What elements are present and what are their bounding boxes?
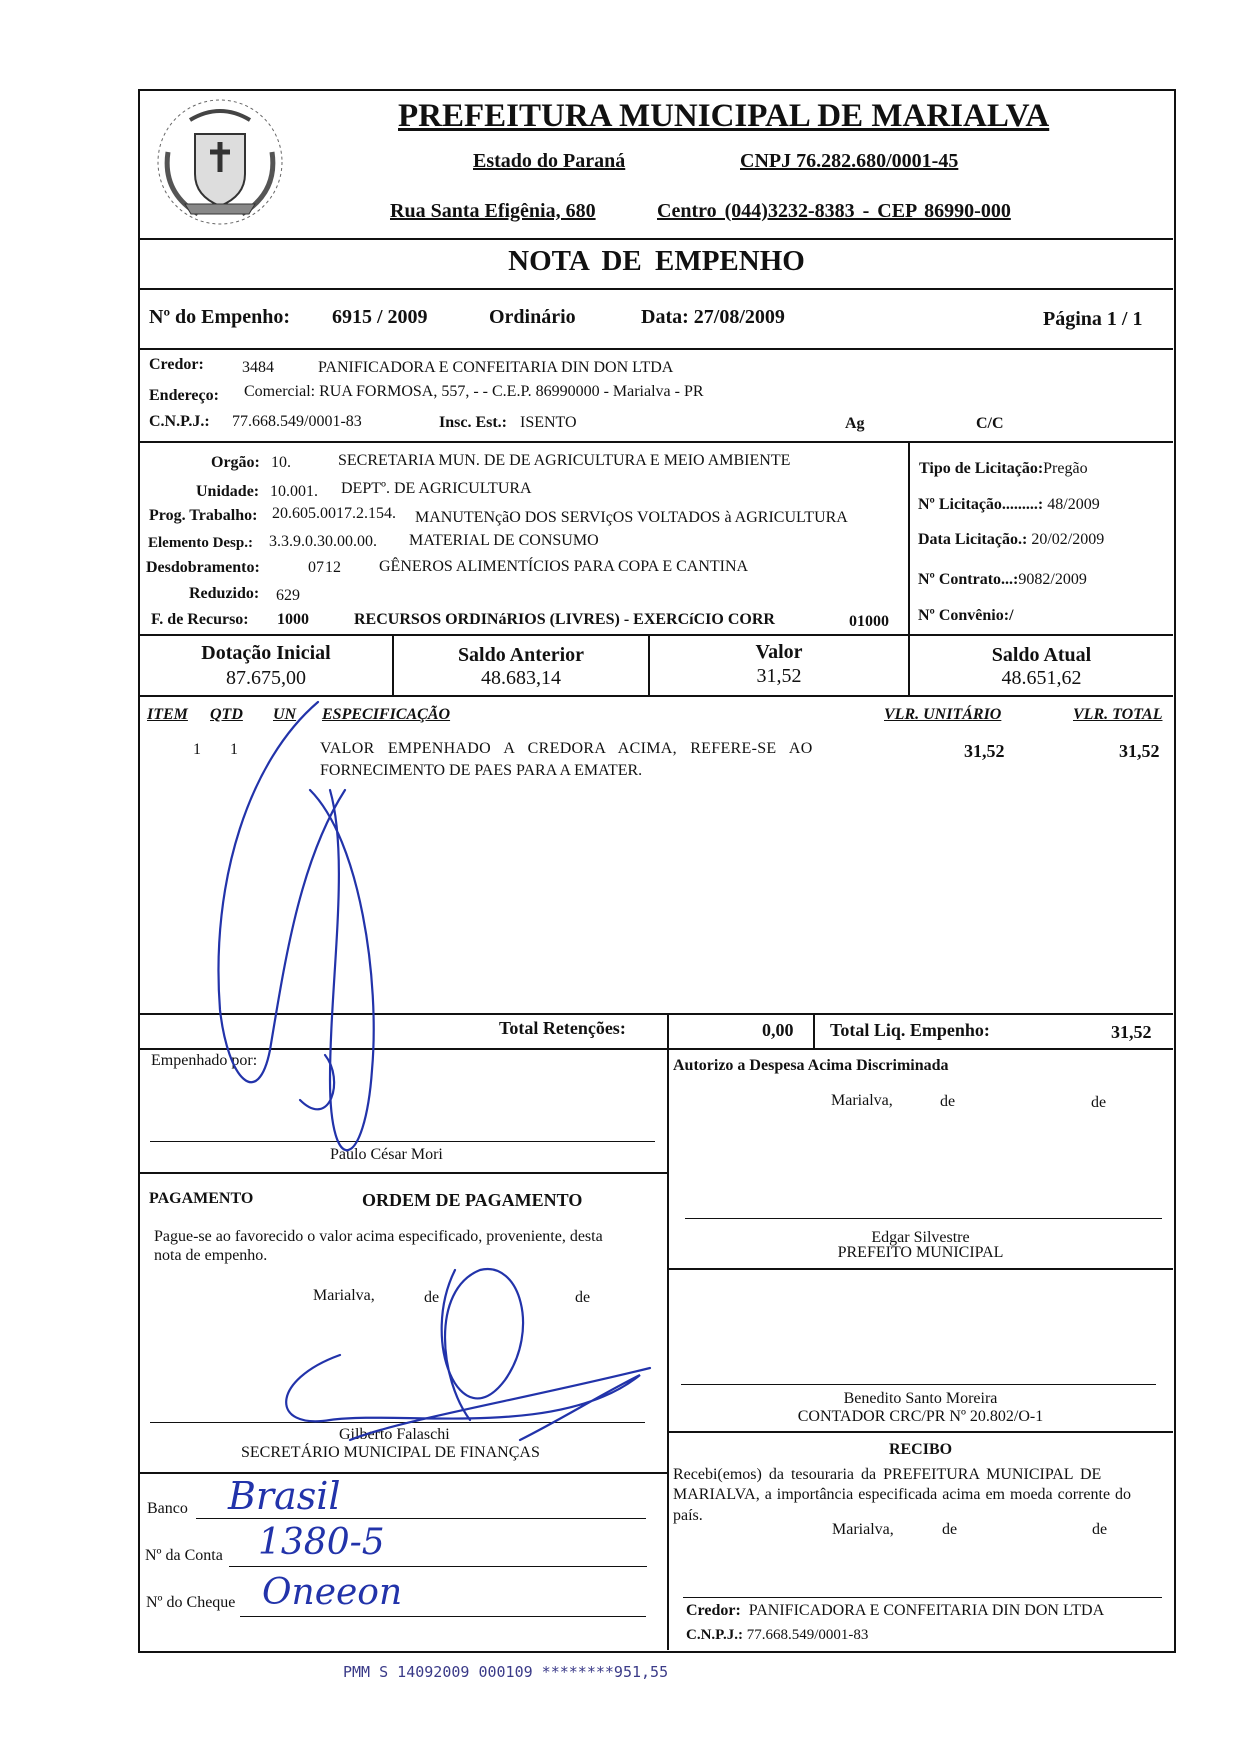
handwritten-conta: 1380-5 (258, 1522, 385, 1563)
recibo-text-line3: país. (673, 1507, 703, 1524)
empenho-type: Ordinário (489, 306, 576, 328)
unidade-code: 10.001. (270, 483, 318, 500)
item-number: 1 (193, 741, 201, 758)
secretario-role: SECRETÁRIO MUNICIPAL DE FINANÇAS (241, 1444, 540, 1461)
empenhado-por-name: Paulo César Mori (330, 1146, 443, 1163)
recibo-cnpj: C.N.P.J.: 77.668.549/0001-83 (686, 1627, 869, 1643)
banco-label: Banco (147, 1500, 188, 1517)
insc-value: ISENTO (520, 414, 577, 431)
insc-label: Insc. Est.: (439, 414, 508, 431)
saldo-anterior-label: Saldo Anterior (457, 644, 585, 666)
valor-label: Valor (755, 641, 803, 663)
credor-label: Credor: (149, 356, 204, 373)
pagamento-de-1: de (424, 1289, 440, 1306)
pagamento-text-line2: nota de empenho. (154, 1247, 268, 1264)
recurso-number: 01000 (849, 613, 889, 630)
desdobramento-a: 07 (308, 559, 324, 576)
item-unit-value: 31,52 (964, 741, 1005, 761)
municipality-cnpj: CNPJ 76.282.680/0001-45 (740, 150, 959, 172)
coat-of-arms-icon (150, 92, 290, 232)
total-retencoes-label: Total Retenções: (499, 1018, 626, 1038)
ordem-pagamento-label: ORDEM DE PAGAMENTO (362, 1190, 583, 1210)
document-title: NOTA DE EMPENHO (508, 245, 805, 277)
credor-address: Comercial: RUA FORMOSA, 557, - - C.E.P. 86990000 - Marialva - PR (244, 383, 704, 400)
tipo-licitacao-label: Tipo de Licitação:Pregão (919, 460, 1088, 477)
elemento-code: 3.3.9.0.30.00.00. (269, 533, 377, 550)
recurso-name: RECURSOS ORDINáRIOS (LIVRES) - EXERCíCIO CORR (354, 611, 775, 628)
valor-unitario-column-header: VLR. UNITÁRIO (884, 706, 1002, 723)
reduzido-label: Reduzido: (189, 585, 260, 602)
recibo-label: RECIBO (888, 1441, 953, 1458)
handwritten-banco: Brasil (228, 1474, 341, 1518)
dotacao-inicial-label: Dotação Inicial (201, 642, 331, 664)
qtd-column-header: QTD (210, 706, 243, 723)
item-column-header: ITEM (147, 706, 188, 723)
recibo-marialva: Marialva, (832, 1521, 894, 1538)
saldo-atual-label: Saldo Atual (991, 644, 1092, 666)
recurso-label: F. de Recurso: (151, 611, 249, 628)
autorizo-marialva: Marialva, (831, 1092, 893, 1109)
item-description-line1: VALOR EMPENHADO A CREDORA ACIMA, REFERE-SE AO (320, 740, 813, 757)
unidade-label: Unidade: (196, 483, 260, 500)
prog-trabalho-name: MANUTENçãO DOS SERVIçOS VOLTADOS à AGRICULTURA (415, 509, 848, 526)
orgao-label: Orgão: (211, 454, 260, 471)
autorizo-de-2: de (1091, 1094, 1107, 1111)
municipality-address: Rua Santa Efigênia, 680 (390, 200, 596, 222)
autenticacao-stamp: PMM S 14092009 000109 ********951,55 (343, 1663, 669, 1681)
reduzido-value: 629 (276, 587, 300, 604)
empenho-number: 6915 / 2009 (332, 306, 428, 328)
pagamento-marialva: Marialva, (313, 1287, 375, 1304)
numero-cheque-label: Nº do Cheque (146, 1594, 236, 1611)
agencia-label: Ag (845, 415, 865, 432)
elemento-name: MATERIAL DE CONSUMO (409, 532, 599, 549)
orgao-code: 10. (271, 454, 291, 471)
saldo-atual-value: 48.651,62 (1001, 667, 1082, 689)
prefeito-role: PREFEITO MUNICIPAL (837, 1244, 1004, 1261)
numero-licitacao-label: Nº Licitação.........: 48/2009 (918, 496, 1100, 513)
credor-name: PANIFICADORA E CONFEITARIA DIN DON LTDA (318, 359, 674, 376)
dotacao-inicial-value: 87.675,00 (226, 667, 306, 689)
total-liquido-value: 31,52 (1111, 1022, 1152, 1042)
recibo-text-line2: MARIALVA, a importância especificada acima em moeda corrente do (673, 1486, 1132, 1503)
municipality-contact: Centro (044)3232-8383 - CEP 86990-000 (657, 200, 1011, 222)
especificacao-column-header: ESPECIFICAÇÃO (322, 706, 451, 723)
recurso-code: 1000 (277, 611, 309, 628)
pagamento-label: PAGAMENTO (149, 1190, 254, 1207)
recibo-text-line1: Recebi(emos) da tesouraria da PREFEITURA MUNICIPAL DE (673, 1466, 1102, 1483)
item-description-line2: FORNECIMENTO DE PAES PARA A EMATER. (320, 762, 643, 779)
desdobramento-name: GÊNEROS ALIMENTÍCIOS PARA COPA E CANTINA (379, 558, 749, 575)
recibo-credor: Credor: PANIFICADORA E CONFEITARIA DIN DON LTDA (686, 1602, 1105, 1619)
handwritten-cheque: Oneeon (262, 1572, 403, 1613)
valor-value: 31,52 (756, 665, 802, 687)
conta-corrente-label: C/C (976, 415, 1004, 432)
cnpj-label: C.N.P.J.: (149, 413, 210, 430)
contrato-label: Nº Contrato...:9082/2009 (918, 571, 1087, 588)
municipality-title: PREFEITURA MUNICIPAL DE MARIALVA (398, 98, 1050, 134)
elemento-label: Elemento Desp.: (148, 535, 253, 551)
contador-name: Benedito Santo Moreira (843, 1390, 998, 1407)
credor-code: 3484 (242, 359, 274, 376)
empenho-date: Data: 27/08/2009 (641, 306, 785, 328)
saldo-anterior-value: 48.683,14 (481, 667, 561, 689)
orgao-name: SECRETARIA MUN. DE DE AGRICULTURA E MEIO AMBIENTE (338, 452, 791, 469)
data-licitacao-label: Data Licitação.: 20/02/2009 (918, 531, 1105, 548)
secretario-name: Gilberto Falaschi (339, 1426, 450, 1443)
page-number: Página 1 / 1 (1043, 308, 1143, 330)
pagamento-text-line1: Pague-se ao favorecido o valor acima especificado, proveniente, desta (154, 1228, 603, 1245)
item-total-value: 31,52 (1119, 741, 1160, 761)
pagamento-de-2: de (575, 1289, 591, 1306)
convenio-label: Nº Convênio:/ (918, 607, 1014, 624)
autorizo-label: Autorizo a Despesa Acima Discriminada (673, 1057, 949, 1074)
autorizo-de-1: de (940, 1093, 956, 1110)
empenhado-por-label: Empenhado por: (151, 1052, 258, 1069)
desdobramento-label: Desdobramento: (146, 559, 260, 576)
item-qtd: 1 (230, 741, 238, 758)
credor-cnpj: 77.668.549/0001-83 (232, 413, 362, 430)
state-name: Estado do Paraná (473, 150, 626, 172)
valor-total-column-header: VLR. TOTAL (1073, 706, 1163, 723)
unidade-name: DEPTº. DE AGRICULTURA (341, 480, 532, 497)
total-liquido-label: Total Liq. Empenho: (830, 1020, 990, 1040)
prefeito-name: Edgar Silvestre (871, 1229, 970, 1246)
total-retencoes-value: 0,00 (762, 1020, 794, 1040)
numero-conta-label: Nº da Conta (145, 1547, 223, 1564)
prog-trabalho-label: Prog. Trabalho: (149, 507, 258, 524)
un-column-header: UN (273, 706, 297, 723)
recibo-de-2: de (1092, 1521, 1108, 1538)
endereco-label: Endereço: (149, 387, 219, 404)
contador-role: CONTADOR CRC/PR Nº 20.802/O-1 (797, 1408, 1044, 1425)
prog-trabalho-code: 20.605.0017.2.154. (272, 505, 396, 522)
empenho-number-label: Nº do Empenho: (149, 306, 291, 328)
recibo-de-1: de (942, 1521, 958, 1538)
desdobramento-b: 12 (325, 559, 341, 576)
